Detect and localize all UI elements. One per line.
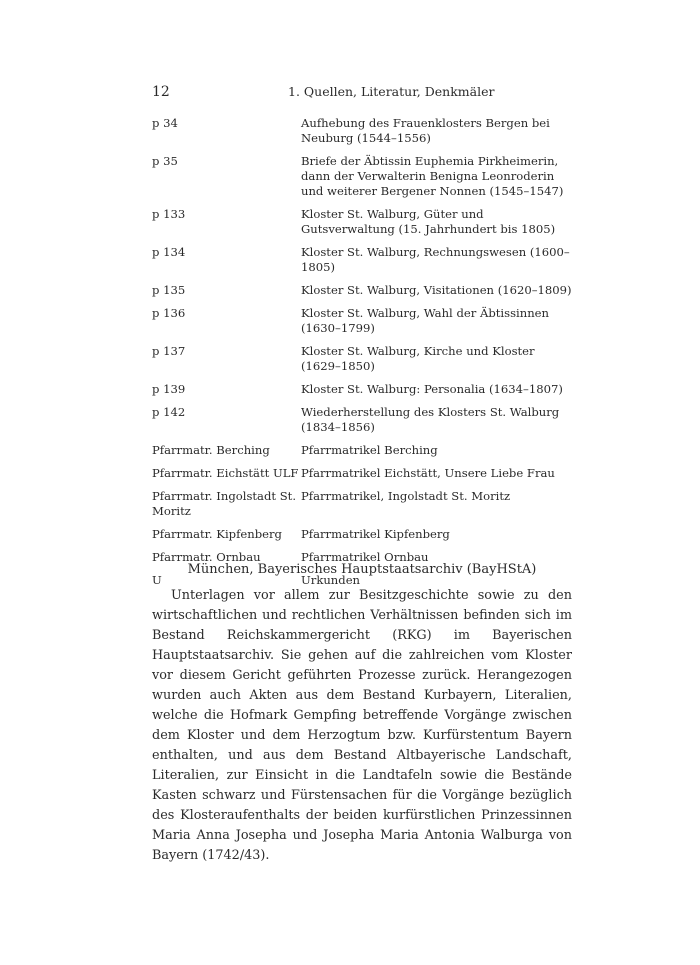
- abbreviation-expansion: Pfarrmatrikel, Ingolstadt St. Moritz: [301, 489, 511, 503]
- abbreviation-expansion: Kloster St. Walburg: Personalia (1634–1807): [301, 382, 563, 396]
- table-row: [152, 306, 572, 344]
- abbreviation-expansion: Pfarrmatrikel Eichstätt, Unsere Liebe Frau: [301, 466, 555, 480]
- table-row: [152, 527, 572, 550]
- abbreviation-expansion: Kloster St. Walburg, Rechnungswesen (1600–1805): [301, 245, 570, 274]
- page-header: [152, 84, 572, 104]
- abbreviation: p 134: [152, 245, 186, 259]
- abbreviation: Pfarrmatr. Ingolstadt St. Moritz: [152, 489, 297, 518]
- abbreviation: p 142: [152, 405, 186, 419]
- table-row: [152, 116, 572, 154]
- abbreviation: Pfarrmatr. Kipfenberg: [152, 527, 282, 541]
- abbreviation: p 34: [152, 116, 178, 130]
- abbreviation-expansion: Pfarrmatrikel Berching: [301, 443, 438, 457]
- abbreviation-expansion: Kloster St. Walburg, Wahl der Äbtissinnen (1630–1799): [301, 306, 549, 335]
- abbreviation-expansion: Urkunden: [301, 573, 361, 587]
- abbreviation-expansion: Briefe der Äbtissin Euphemia Pirkheimerin, dann der Verwalterin Benigna Leonroderin und weiterer Bergener Nonnen (1545–1547): [301, 154, 564, 198]
- abbreviation: p 137: [152, 344, 186, 358]
- abbreviation: U: [152, 573, 162, 587]
- body-paragraph: Unterlagen vor allem zur Besitzgeschichte sowie zu den wirtschaftlichen und rechtlichen Verhältnissen befinden sich im Bestand Reichskammergericht (RKG) im Bayerischen Hauptstaatsarchiv. Sie gehen auf die zahlreichen vom Kloster vor diesem Gericht geführten Prozesse zurück. Herangezogen wurden auch Akten aus dem Bestand Kurbayern, Literalien, welche die Hofmark Gempfing betreffende Vorgänge zwischen dem Kloster und dem Herzogtum bzw. Kurfürstentum Bayern enthalten, und aus dem Bestand Altbayerische Landschaft, Literalien, zur Einsicht in die Landtafeln sowie die Bestände Kasten schwarz und Fürstensachen für die Vorgänge bezüglich des Klosteraufenthalts der beiden kurfürstlichen Prinzessinnen Maria Anna Josepha und Josepha Maria Antonia Walburga von Bayern (1742/43).: [152, 588, 572, 863]
- abbreviation: p 135: [152, 283, 186, 297]
- abbreviation: p 35: [152, 154, 178, 168]
- abbreviation: p 136: [152, 306, 186, 320]
- table-row: [152, 466, 572, 489]
- abbreviation: Pfarrmatr. Berching: [152, 443, 270, 457]
- abbreviation-expansion: Kloster St. Walburg, Güter und Gutsverwaltung (15. Jahrhundert bis 1805): [301, 207, 556, 236]
- running-title: 1. Quellen, Literatur, Denkmäler: [288, 84, 495, 99]
- table-row: [152, 405, 572, 443]
- abbreviation-expansion: Aufhebung des Frauenklosters Bergen bei Neuburg (1544–1556): [301, 116, 550, 145]
- table-row: [152, 283, 572, 306]
- abbreviation-expansion: Kloster St. Walburg, Kirche und Kloster (1629–1850): [301, 344, 535, 373]
- section-heading: München, Bayerisches Hauptstaatsarchiv (BayHStA): [187, 562, 537, 577]
- table-row: [152, 207, 572, 245]
- table-row: [152, 245, 572, 283]
- page-number: 12: [152, 84, 170, 100]
- table-row: [152, 443, 572, 466]
- table-row: [152, 154, 572, 207]
- abbreviation-expansion: Pfarrmatrikel Kipfenberg: [301, 527, 450, 541]
- abbreviation: Pfarrmatr. Eichstätt ULF: [152, 466, 299, 480]
- abbreviation: p 133: [152, 207, 186, 221]
- table-row: [152, 382, 572, 405]
- table-row: [152, 344, 572, 382]
- table-row: [152, 489, 572, 527]
- abbreviation: Pfarrmatr. Ornbau: [152, 550, 261, 564]
- abbreviation: p 139: [152, 382, 186, 396]
- abbreviation-table: [152, 116, 572, 596]
- abbreviation-expansion: Wiederherstellung des Klosters St. Walburg (1834–1856): [301, 405, 560, 434]
- abbreviation-expansion: Kloster St. Walburg, Visitationen (1620–1809): [301, 283, 572, 297]
- abbreviation-expansion: Pfarrmatrikel Ornbau: [301, 550, 429, 564]
